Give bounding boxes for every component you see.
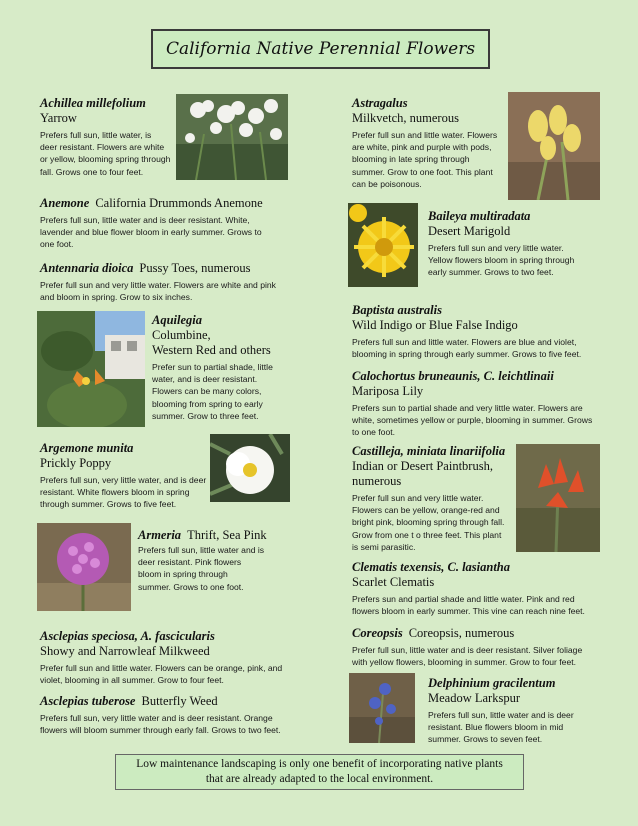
common-name: Showy and Narrowleaf Milkweed: [40, 644, 210, 658]
common-name: Columbine,: [152, 328, 211, 342]
paintbrush-photo: [516, 444, 600, 552]
entry-argemone: [40, 441, 215, 511]
entry-delphinium: [428, 676, 608, 746]
description: Prefer full sun, little water and is deer resistant. Silver foliage with yellow flowers, blooming in summer. Grow to four feet.: [352, 645, 583, 668]
common-name: Scarlet Clematis: [352, 575, 435, 589]
entry-astragalus: [352, 96, 507, 190]
common-name: Thrift, Sea Pink: [187, 528, 267, 542]
scientific-name: Aquilegia: [152, 313, 203, 327]
yarrow-photo: [176, 94, 288, 180]
common-name: Meadow Larkspur: [428, 691, 520, 705]
common-name-extra: numerous: [352, 474, 402, 488]
scientific-name: Castilleja, miniata linariifolia: [352, 444, 506, 458]
entry-baptista: [352, 303, 622, 360]
entry-asclepias-tuberose: [40, 694, 330, 736]
scientific-name: Anemone California Drummonds Anemone: [40, 196, 263, 210]
milkvetch-photo: [508, 92, 600, 200]
common-name: Coreopsis, numerous: [408, 626, 515, 640]
entry-calochortus: [352, 369, 622, 439]
description: Prefer full sun and very little water. Flowers can be yellow, orange-red and bright pink, blooming spring through fall. Grow from one t o three feet. This plant is semi parasitic.: [352, 493, 505, 552]
description: Prefers full sun and little water. Flowers are blue and violet, blooming in spring through early summer. Grows to five feet.: [352, 337, 582, 360]
description: Prefer full sun and little water. Flowers are white, pink and purple with pods, blooming in late spring through summer. Grow to one foot. This plant can be poisonous.: [352, 130, 498, 189]
description: Prefers sun to partial shade and very little water. Flowers are white, sometimes yellow or purple, blooming in summer. Grows to one foot.: [352, 403, 593, 438]
description: Prefer sun to partial shade, little water, and is deer resistant. Flowers can be many colors, blooming from spring to early summer. Grow to three feet.: [152, 362, 273, 421]
description: Prefer full sun and little water. Flowers can be orange, pink, and violet, blooming in all summer. Grow to four feet.: [40, 663, 283, 686]
common-name: Pussy Toes, numerous: [139, 261, 251, 275]
entry-baileya: [428, 209, 608, 279]
entry-coreopsis: [352, 626, 622, 668]
footer-line: Low maintenance landscaping is only one benefit of incorporating native plants: [136, 758, 503, 770]
entry-castilleja: [352, 444, 517, 553]
scientific-name: Baptista australis: [352, 303, 442, 317]
entry-armeria: [138, 528, 288, 593]
description: Prefer full sun and very little water. Flowers are white and pink and bloom in spring. Grow to six inches.: [40, 280, 276, 303]
common-name: Wild Indigo or Blue False Indigo: [352, 318, 518, 332]
scientific-name: Astragalus: [352, 96, 408, 110]
prickly-poppy-photo: [210, 434, 290, 502]
common-name: Milkvetch, numerous: [352, 111, 459, 125]
scientific-name: Antennaria dioica Pussy Toes, numerous: [40, 261, 251, 275]
footer-note: [115, 754, 524, 790]
description: Prefers full sun and very little water. Yellow flowers bloom in spring through early summer. Grows to two feet.: [428, 243, 575, 278]
description: Prefers full sun, little water, is deer resistant. Flowers are white or yellow, blooming spring through fall. Grows one to four feet.: [40, 130, 171, 177]
footer-line: that are already adapted to the local environment.: [205, 773, 434, 785]
common-name: Yarrow: [40, 111, 77, 125]
scientific-name: Armeria Thrift, Sea Pink: [138, 528, 267, 542]
scientific-name: Asclepias tuberose Butterfly Weed: [40, 694, 218, 708]
scientific-name: Coreopsis Coreopsis, numerous: [352, 626, 515, 640]
common-name: Mariposa Lily: [352, 384, 424, 398]
description: Prefers full sun, little water and is deer resistant. Blue flowers bloom in mid summer. Grows to seven feet.: [428, 710, 574, 745]
page-title: California Native Perennial Flowers: [151, 29, 490, 69]
sea-pink-photo: [37, 523, 131, 611]
entry-antennaria: [40, 261, 310, 303]
scientific-name: Asclepias speciosa, A. fascicularis: [40, 629, 215, 643]
description: Prefers full sun, very little water, and is deer resistant. White flowers bloom in spring through summer. Grows to five feet.: [40, 475, 207, 510]
common-name: Indian or Desert Paintbrush,: [352, 459, 493, 473]
desert-marigold-photo: [348, 203, 418, 287]
entry-anemone: [40, 196, 300, 251]
scientific-name: Achillea millefolium: [40, 96, 146, 110]
scientific-name: Baileya multiradata: [428, 209, 531, 223]
entry-clematis: [352, 560, 622, 617]
common-name: Butterfly Weed: [141, 694, 218, 708]
common-name-extra: Western Red and others: [152, 343, 271, 357]
scientific-name: Calochortus bruneaunis, C. leichtlinaii: [352, 369, 554, 383]
scientific-name: Clematis texensis, C. lasiantha: [352, 560, 511, 574]
common-name: Desert Marigold: [428, 224, 511, 238]
description: Prefers full sun, little water and is deer resistant. White, lavender and blue flower bloom in early summer. Grows to one foot.: [40, 215, 262, 250]
scientific-name: Delphinium gracilentum: [428, 676, 556, 690]
description: Prefers sun and partial shade and little water. Pink and red flowers bloom in early summer. This vine can reach nine feet.: [352, 594, 585, 617]
columbine-photo: [37, 311, 145, 427]
entry-aquilegia: [152, 313, 287, 422]
description: Prefers full sun, little water and is deer resistant. Pink flowers bloom in spring through summer. Grows to one foot.: [138, 545, 265, 592]
entry-achillea: [40, 96, 180, 178]
common-name: Prickly Poppy: [40, 456, 112, 470]
larkspur-photo: [349, 673, 415, 743]
common-name: California Drummonds Anemone: [95, 196, 263, 210]
scientific-name: Argemone munita: [40, 441, 134, 455]
entry-asclepias: [40, 629, 330, 686]
description: Prefers full sun, very little water and is deer resistant. Orange flowers will bloom summer through early fall. Grows to two feet.: [40, 713, 281, 736]
